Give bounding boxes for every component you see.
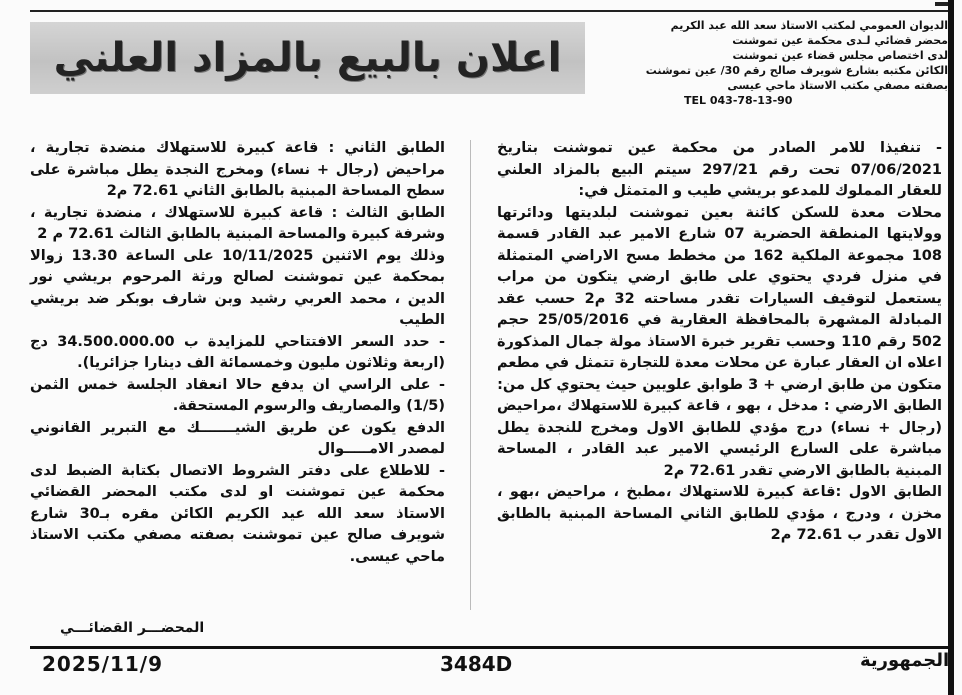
right-page-edge xyxy=(948,0,954,695)
ground-floor-paragraph: الطابق الارضي : مدخل ، بهو ، قاعة كبيرة للاستهلاك ،مراحيض (رجال + نساء) درج مؤدي للطابق الاول ومخرج للنجدة يطل مباشرة على السارع الرئيسي الامير عبد القادر ، المساحة المبنية بالطابق الارضي تقدر 72.61 م2 xyxy=(497,398,942,479)
office-line: الكائن مكتبه بشارع شويرف صالح رقم 30/ عين تموشنت xyxy=(645,64,948,77)
office-line: لدى اختصاص مجلس قضاء عين تموشنت xyxy=(732,49,948,62)
announcement-paragraph: - تنفيذا للامر الصادر من محكمة عين تموشنت بتاريخ 07/06/2021 تحت رقم 297/21 سيتم البيع بالمزاد العلني للعقار المملوك للمدعو بريشي طيب و المتمثل في: xyxy=(497,140,942,199)
publication-date: 2025/11/9 xyxy=(42,652,164,676)
payment-paragraph: الدفع يكون عن طريق الشيـــــــك مع التبرير القانوني لمصدر الامـــــوال xyxy=(30,419,445,457)
column-divider xyxy=(470,140,471,610)
ad-reference-number: 3484D xyxy=(440,652,513,676)
third-floor-paragraph: الطابق الثالث : قاعة كبيرة للاستهلاك ، منضدة تجارية ، وشرفة كبيرة والمساحة المبنية بالطابق الثالث 72.61 م 2 xyxy=(30,204,445,242)
first-floor-paragraph: الطابق الاول :قاعة كبيرة للاستهلاك ،مطبخ ، مراحيض ،بهو ، مخزن ، ودرج ، مؤدي للطابق الثاني المساحة المبنية بالطابق الاول تقدر ب 72.61 م2 xyxy=(497,484,942,543)
bailiff-signoff: المحضـــر القضائـــي xyxy=(60,620,205,636)
deposit-paragraph: - على الراسي ان يدفع حالا انعقاد الجلسة خمس الثمن (1/5) والمصاريف والرسوم المستحقة. xyxy=(30,376,445,414)
corner-mark xyxy=(935,2,949,6)
footer-rule xyxy=(30,646,948,649)
right-text-column xyxy=(497,138,942,547)
property-description-paragraph: محلات معدة للسكن كائنة بعين تموشنت لبلديتها ودائرتها وولايتها المنطقة الحضرية 07 شارع الامير عبد القادر قسمة 108 مجموعة الملكية 162 من مخطط مسح الاراضي المتمثلة في منزل فردي يحتوي على طابق ارضي يتكون من مراب يستعمل لتوقيف السيارات تقدر مساحته 32 م2 حسب عقد المبادلة المشهرة بالمحافظة العقارية في 25/05/2016 حجم 502 رقم 110 وحسب تقرير خبرة الاستاذ مولة جمال المذكورة اعلاه ان العقار عبارة عن محلات معدة للتجارة تتمثل في مطعم متكون من طابق ارضي + 3 طوابق علويين حيث يحتوي كل من: xyxy=(497,204,942,393)
banner-title: اعلان بالبيع بالمزاد العلني xyxy=(53,35,562,81)
top-border xyxy=(30,10,950,12)
second-floor-paragraph: الطابق الثاني : قاعة كبيرة للاستهلاك منضدة تجارية ، مراحيض (رجال + نساء) ومخرج النجدة يطل مباشرة على سطح المساحة المبنية بالطابق الثاني 72.61 م2 xyxy=(30,140,445,199)
bailiff-office-header xyxy=(588,18,948,108)
conditions-paragraph: - للاطلاع على دفتر الشروط الاتصال بكتابة الضبط لدى محكمة عين تموشنت او لدى مكتب المحضر القضائي الاستاذ سعد الله عيد الكريم الكائن مقره بـ30 شارع شويرف صالح عين تموشنت بصفته مصفي مكتب الاستاذ ماحي عيسى. xyxy=(30,462,445,565)
opening-price-paragraph: - حدد السعر الافتتاحي للمزايدة ب 34.500.000.00 دج (اربعة وثلاثون مليون وخمسمائة الف دينارا جزائريا). xyxy=(30,333,445,371)
left-text-column xyxy=(30,138,445,568)
office-line: محضر قضائي لـدى محكمة عين تموشنت xyxy=(732,34,948,47)
office-line: الديوان العمومي لمكتب الاستاذ سعد الله عبد الكريم xyxy=(670,19,948,32)
auction-banner xyxy=(30,22,585,94)
office-telephone: TEL 043-78-13-90 xyxy=(684,94,793,107)
office-line: بصفته مصفي مكتب الاستاذ ماحي عيسى xyxy=(727,79,948,92)
newspaper-name: الجمهورية xyxy=(860,650,950,671)
auction-date-paragraph: وذلك يوم الاثنين 10/11/2025 على الساعة 13.30 زوالا بمحكمة عين تموشنت لصالح ورثة المرحوم بريشي نور الدين ، محمد العربي رشيد وبن شارف بوبكر ضد بريشي الطيب xyxy=(30,247,445,328)
